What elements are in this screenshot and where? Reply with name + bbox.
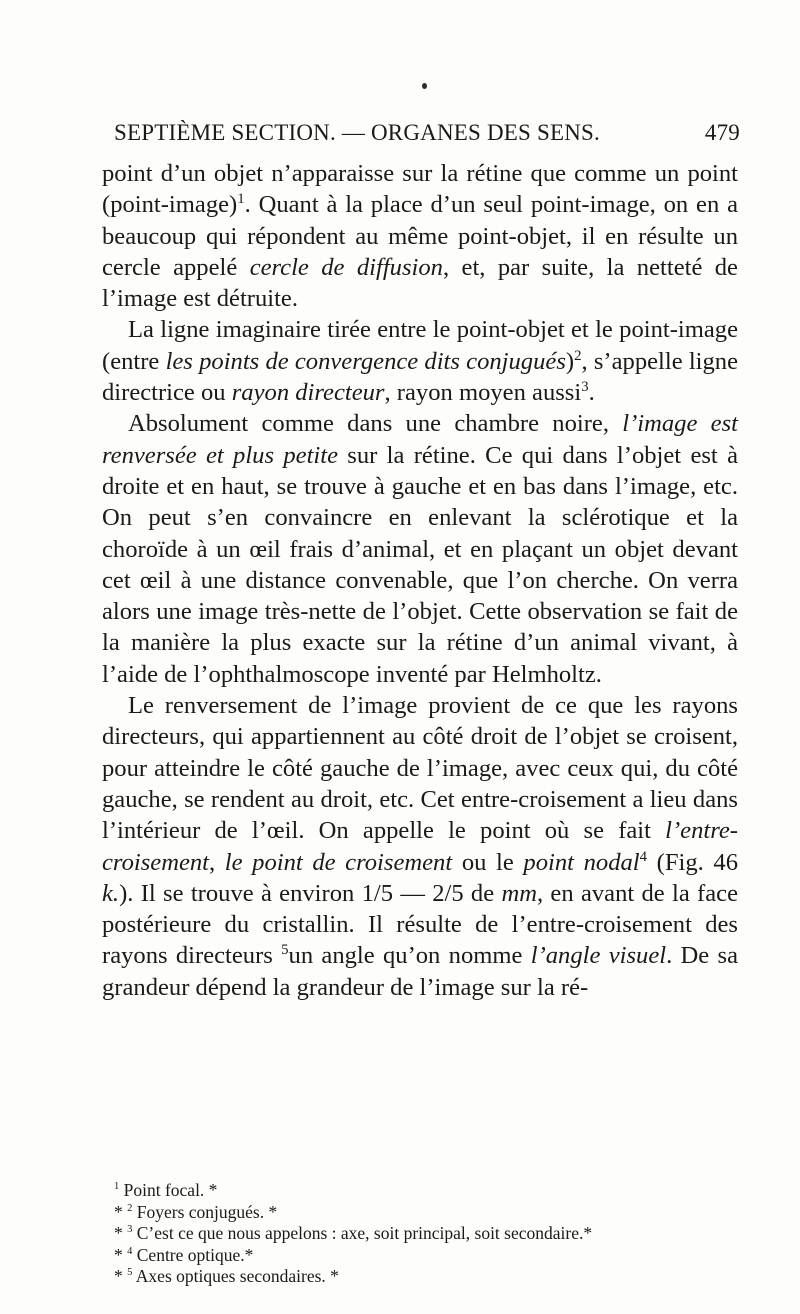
term-image-renversee: l’image est renversée et plus petite — [102, 410, 738, 469]
footnote-5: * $^5$ Axes optiques secondaires. * — [114, 1266, 339, 1286]
printing-mark — [422, 83, 427, 89]
footnote-3: * $^3$ C’est ce que nous appelons : axe, soit principal, soit secondaire.* — [114, 1223, 593, 1243]
term-points-de-convergence: les points de convergence dits conjugués — [165, 347, 566, 375]
term-rayon-directeur: rayon directeur — [231, 379, 385, 407]
term-entre-croisement: l’entre-croisement — [102, 817, 738, 876]
footnote-ref-1: 1 — [237, 191, 245, 208]
section-title: SEPTIÈME SECTION. — ORGANES DES SENS. — [114, 120, 600, 145]
footnote-ref-2: 2 — [574, 347, 582, 364]
term-angle-visuel: l’angle visuel — [530, 942, 667, 970]
footnotes — [102, 1180, 742, 1288]
page-number: 479 — [704, 120, 740, 145]
term-cercle-de-diffusion: cercle de diffusion — [249, 253, 443, 281]
unit-mm: mm — [501, 879, 537, 907]
paragraph-1: point d’un objet n’apparaisse sur la rétine que comme un point (point-image)$^1$. Quant à la place d’un seul point-image, on en a beaucoup qui répondent au même point-objet, il en résulte un cercle appelé cercle de diffusion, et, par suite, la netteté de l’image est détruite. — [102, 160, 738, 313]
running-head — [114, 118, 740, 148]
figure-label: k. — [102, 879, 120, 907]
body-text — [102, 158, 738, 1003]
footnote-ref-3: 3 — [581, 378, 589, 395]
footnote-2: * $^2$ Foyers conjugués. * — [114, 1201, 278, 1222]
paragraph-4: Le renversement de l’image provient de ce que les rayons directeurs, qui appartiennent au côté droit de l’objet se croisent, pour atteindre le côté gauche de l’image, avec ceux qui, du côté gauche, se rendent au droit, etc. Cet entre-croisement a lieu dans l’intérieur de l’œil. On appelle le point où se fait l’entre-croisement, le point de croisement ou le point nodal$^4$ (Fig. 46 k.). Il se trouve à environ 1/5 — 2/5 de mm, en avant de la face postérieure du cristallin. Il résulte de l’entre-croisement des rayons directeurs $^5$un angle qu’on nomme l’angle visuel. De sa grandeur dépend la grandeur de l’image sur la ré- — [102, 692, 739, 1001]
footnote-ref-5: 5 — [281, 942, 289, 959]
footnote-1: $^1$ Point focal. * — [114, 1180, 218, 1200]
footnote-ref-4: 4 — [639, 848, 648, 865]
paragraph-2: La ligne imaginaire tirée entre le point-objet et le point-image (entre les points de convergence dits conjugués)$^2$, s’appelle ligne directrice ou rayon directeur, rayon moyen aussi$^3$. — [102, 316, 739, 407]
paragraph-3: Absolument comme dans une chambre noire, l’image est renversée et plus petite sur la rétine. Ce qui dans l’objet est à droite et en haut, se trouve à gauche et en bas dans l’image, etc. On peut s’en convaincre en enlevant la sclérotique et la choroïde à un œil frais d’animal, et en plaçant un objet devant cet œil à une distance convenable, que l’on cherche. On verra alors une image très-nette de l’objet. Cette observation se fait de la manière la plus exacte sur la rétine d’un animal vivant, à l’aide de l’ophthalmoscope inventé par Helmholtz. — [102, 410, 738, 688]
footnote-4: * $^4$ Centre optique.* — [114, 1244, 254, 1265]
term-point-nodal: point nodal — [523, 848, 640, 876]
term-point-de-croisement: le point de croisement — [224, 848, 453, 876]
